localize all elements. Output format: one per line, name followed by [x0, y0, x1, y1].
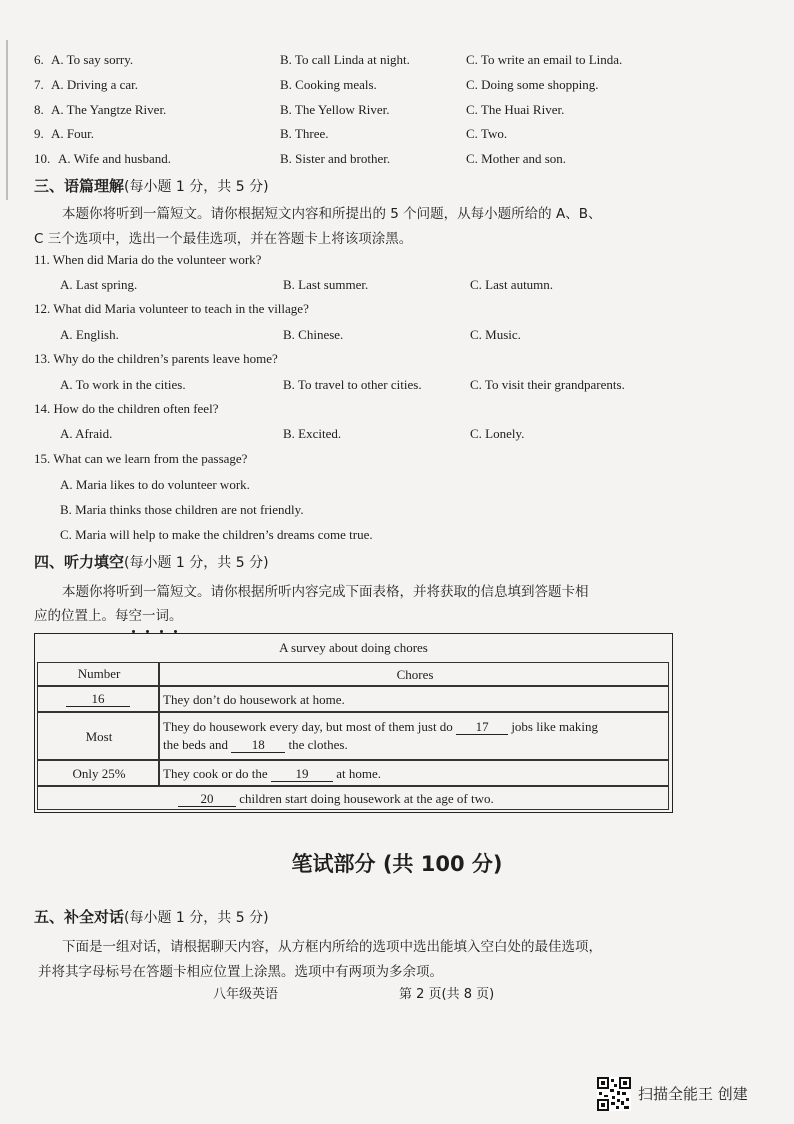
option-c: C. To write an email to Linda.	[466, 52, 623, 67]
question-number: 6.	[34, 52, 44, 67]
option-a: A. To say sorry.	[51, 52, 134, 67]
question-number: 7.	[34, 77, 44, 92]
column-header-number: Number	[77, 666, 121, 681]
option-c: C. The Huai River.	[466, 102, 565, 117]
row4-cell	[37, 786, 669, 810]
row2-number: Most	[85, 729, 113, 744]
question-15: 15. What can we learn from the passage?	[34, 451, 248, 466]
row1-number-cell	[37, 686, 159, 712]
section-3-instruction-line2: C 三个选项中，选出一个最佳选项，并在答题卡上将该项涂黑。	[34, 231, 413, 247]
blank-17: 17	[456, 720, 508, 735]
option-b: B. Last summer.	[283, 277, 369, 292]
header-number-cell	[37, 662, 159, 686]
row2-line1-text-end: jobs like making	[511, 719, 598, 734]
option-b: B. To travel to other cities.	[283, 377, 422, 392]
blank-20: 20	[178, 792, 236, 807]
option-b: B. Sister and brother.	[280, 151, 391, 166]
question-15-option-b: B. Maria thinks those children are not friendly.	[60, 502, 304, 517]
section-4-heading	[34, 551, 269, 572]
option-a: A. Wife and husband.	[58, 151, 171, 166]
scanner-watermark: 扫描全能王 创建	[638, 1085, 748, 1103]
qr-code-icon	[597, 1077, 631, 1111]
row2-line1	[163, 719, 598, 735]
section-3-heading	[34, 175, 269, 196]
option-a: A. Last spring.	[60, 277, 138, 292]
option-c: C. Doing some shopping.	[466, 77, 599, 92]
option-c: C. Two.	[466, 126, 508, 141]
option-b: B. Three.	[280, 126, 329, 141]
row3-text-end: at home.	[336, 766, 381, 781]
section-title: 三、语篇理解	[34, 177, 125, 195]
row1-chores-cell	[159, 686, 669, 712]
option-c: C. Lonely.	[470, 426, 525, 441]
written-part-title: 笔试部分 (共 100 分)	[291, 852, 503, 876]
footer-page-number: 第 2 页(共 8 页)	[399, 987, 495, 1002]
row1-text: They don’t do housework at home.	[163, 692, 345, 707]
row2-chores-cell	[159, 712, 669, 760]
section-score: (每小题 1 分，共 5 分)	[124, 555, 269, 571]
question-13: 13. Why do the children’s parents leave home?	[34, 351, 278, 366]
option-a: A. The Yangtze River.	[51, 102, 167, 117]
row2-line1-text: They do housework every day, but most of them just do	[163, 719, 453, 734]
row3-chores-cell	[159, 760, 669, 786]
question-11: 11. When did Maria do the volunteer work?	[34, 252, 262, 267]
survey-table	[34, 633, 673, 813]
question-15-option-c: C. Maria will help to make the children’s dreams come true.	[60, 527, 373, 542]
option-a: A. Four.	[51, 126, 94, 141]
question-number: 8.	[34, 102, 44, 117]
row3-number-cell	[37, 760, 159, 786]
section-3-instruction-line1: 本题你将听到一篇短文。请你根据短文内容和所提出的 5 个问题，从每小题所给的 A、B、	[62, 206, 602, 222]
section-5-instruction-line2: 并将其字母标号在答题卡相应位置上涂黑。选项中有两项为多余项。	[38, 964, 443, 980]
blank-19: 19	[271, 767, 333, 782]
row3-number: Only 25%	[72, 766, 126, 781]
row2-line2-text-end: the clothes.	[288, 737, 348, 752]
section-title: 四、听力填空	[34, 553, 125, 571]
question-number: 9.	[34, 126, 44, 141]
question-number: 10.	[34, 151, 51, 166]
question-14: 14. How do the children often feel?	[34, 401, 219, 416]
question-12: 12. What did Maria volunteer to teach in the village?	[34, 301, 309, 316]
section-score: (每小题 1 分，共 5 分)	[124, 179, 269, 195]
option-b: B. The Yellow River.	[280, 102, 390, 117]
table-title: A survey about doing chores	[279, 640, 428, 655]
row4-text: children start doing housework at the age of two.	[239, 791, 494, 806]
option-c: C. To visit their grandparents.	[470, 377, 625, 392]
option-a: A. Afraid.	[60, 426, 113, 441]
row3-text: They cook or do the	[163, 766, 268, 781]
option-b: B. To call Linda at night.	[280, 52, 410, 67]
blank-16: 16	[66, 692, 130, 707]
section-4-instruction-line2: 应的位置上。每空一词。	[34, 608, 183, 624]
column-header-chores: Chores	[396, 667, 434, 682]
option-b: B. Cooking meals.	[280, 77, 377, 92]
section-5-heading	[34, 906, 269, 927]
option-b: B. Excited.	[283, 426, 342, 441]
blank-18: 18	[231, 738, 285, 753]
option-a: A. English.	[60, 327, 119, 342]
section-score: (每小题 1 分，共 5 分)	[124, 910, 269, 926]
header-chores-cell	[159, 662, 669, 686]
question-15-option-a: A. Maria likes to do volunteer work.	[60, 477, 250, 492]
section-title: 五、补全对话	[34, 908, 125, 926]
row3-line	[163, 766, 381, 782]
row2-line2-text: the beds and	[163, 737, 228, 752]
option-b: B. Chinese.	[283, 327, 344, 342]
row4-line	[178, 791, 494, 807]
section-5-instruction-line1: 下面是一组对话，请根据聊天内容，从方框内所给的选项中选出能填入空白处的最佳选项，	[62, 939, 602, 955]
emphasis-dots	[132, 621, 192, 627]
option-a: A. To work in the cities.	[60, 377, 186, 392]
row2-number-cell	[37, 712, 159, 760]
option-c: C. Mother and son.	[466, 151, 567, 166]
footer-grade: 八年级英语	[213, 987, 279, 1002]
option-c: C. Music.	[470, 327, 521, 342]
section-4-instruction-line1: 本题你将听到一篇短文。请你根据所听内容完成下面表格，并将获取的信息填到答题卡相	[62, 584, 589, 600]
option-a: A. Driving a car.	[51, 77, 139, 92]
scan-edge-line	[6, 40, 8, 200]
row2-line2	[163, 737, 348, 753]
option-c: C. Last autumn.	[470, 277, 554, 292]
